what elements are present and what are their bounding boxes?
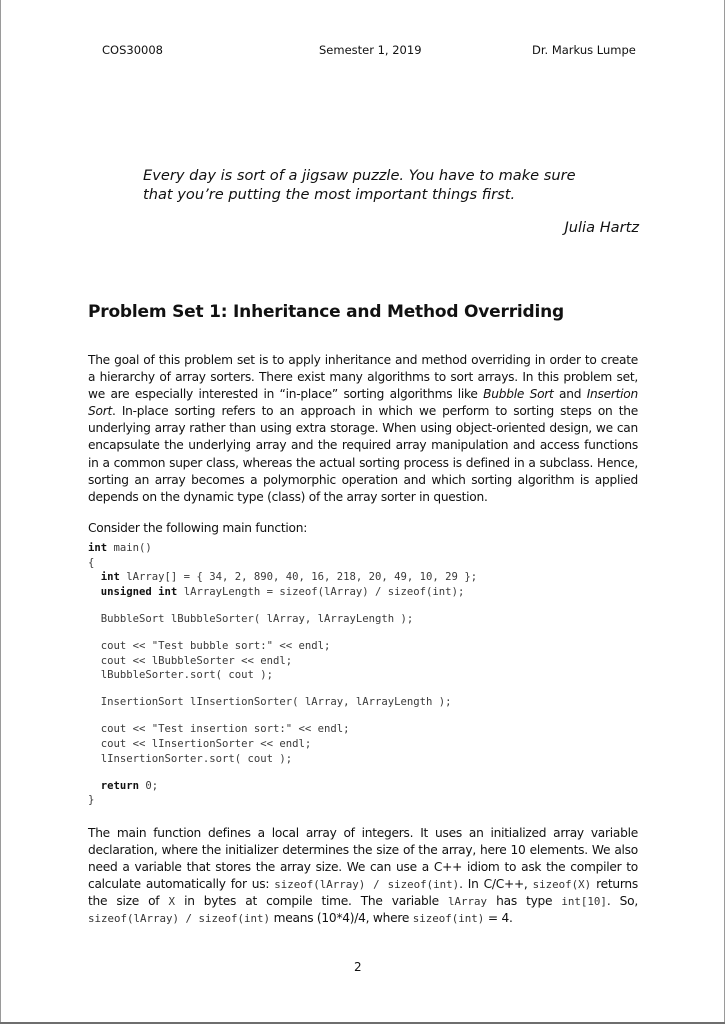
code-text: } bbox=[88, 794, 95, 807]
code-text: lInsertionSorter.sort( cout ); bbox=[100, 752, 293, 765]
code-line bbox=[88, 668, 648, 683]
intro-and: and bbox=[553, 387, 587, 402]
code-text: cout << "Test insertion sort:" << endl; bbox=[100, 723, 350, 736]
explanation-text: . So, bbox=[606, 894, 638, 909]
code-line bbox=[88, 793, 648, 808]
code-line bbox=[88, 541, 648, 556]
explanation-paragraph bbox=[88, 825, 638, 928]
inline-code: lArray bbox=[448, 895, 488, 909]
problem-set-title: Problem Set 1: Inheritance and Method Overriding bbox=[88, 302, 564, 322]
inline-code: X bbox=[168, 895, 175, 909]
intro-text-2: . In-place sorting refers to an approach in which we perform to sorting steps on the underlying array rather than using extra storage. When using object-oriented design, we can encapsulate the underlying array and the required array manipulation and access functions in a common super class, whereas the actual sorting process is defined in a subclass. Hence, sorting an array becomes a polymorphic operation and which sorting algorithm is applied depends on the dynamic type (class) of the array sorter in question. bbox=[88, 404, 638, 504]
page-border-left bbox=[0, 0, 1, 1022]
explanation-text: in bytes at compile time. The variable bbox=[174, 894, 449, 909]
code-line bbox=[88, 556, 648, 571]
code-text: cout << lInsertionSorter << endl; bbox=[100, 737, 312, 750]
inline-code: sizeof(lArray) / sizeof(int) bbox=[274, 878, 460, 892]
code-text: lBubbleSorter.sort( cout ); bbox=[100, 669, 273, 682]
inline-code: sizeof(lArray) / sizeof(int) bbox=[88, 912, 271, 926]
code-line bbox=[88, 722, 648, 737]
code-text: InsertionSort lInsertionSorter( lArray, lArrayLength ); bbox=[100, 696, 452, 709]
code-line bbox=[88, 654, 648, 669]
code-keyword: return bbox=[100, 779, 140, 792]
consider-line: Consider the following main function: bbox=[88, 521, 308, 535]
code-line bbox=[88, 737, 648, 752]
code-text: main() bbox=[107, 542, 152, 554]
header-semester: Semester 1, 2019 bbox=[319, 43, 422, 57]
explanation-text: means (10*4)/4, where bbox=[270, 911, 413, 926]
code-text: cout << lBubbleSorter << endl; bbox=[100, 654, 293, 667]
code-text: cout << "Test bubble sort:" << endl; bbox=[100, 639, 331, 652]
code-line bbox=[88, 612, 648, 627]
bubble-sort-term: Bubble Sort bbox=[483, 387, 554, 402]
code-text: lArray[] = { 34, 2, 890, 40, 16, 218, 20, 49, 10, 29 }; bbox=[119, 571, 478, 584]
code-line bbox=[88, 695, 648, 710]
explanation-text: returns the size of bbox=[88, 877, 638, 909]
page-number: 2 bbox=[354, 960, 362, 974]
explanation-text: . In C/C++, bbox=[459, 877, 533, 892]
epigraph-attribution: Julia Hartz bbox=[564, 219, 639, 236]
code-text: { bbox=[88, 556, 95, 569]
code-line bbox=[88, 752, 648, 767]
code-line bbox=[88, 570, 648, 585]
header-course-code: COS30008 bbox=[102, 43, 163, 57]
insertion-sort-term: Insertion Sort bbox=[88, 387, 638, 419]
explanation-text: The main function defines a local array of integers. It uses an initialized array variable declaration, where the initializer determines the size of the array, here 10 elements. We also need a variable that stores the array size. We can use a C++ idiom to ask the compiler to calculate automatically for us: bbox=[88, 826, 638, 892]
code-text: lArrayLength = sizeof(lArray) / sizeof(int); bbox=[177, 585, 465, 598]
inline-code: sizeof(X) bbox=[532, 878, 592, 892]
code-keyword: int bbox=[100, 571, 120, 584]
code-text: 0; bbox=[139, 779, 159, 792]
code-text: BubbleSort lBubbleSorter( lArray, lArrayLength ); bbox=[100, 612, 414, 625]
intro-text-1: The goal of this problem set is to apply inheritance and method overriding in order to create a hierarchy of array sorters. There exist many algorithms to sort arrays. In this problem set, we are especially interested in “in-place” sorting algorithms like bbox=[88, 353, 638, 402]
inline-code: sizeof(int) bbox=[412, 912, 485, 926]
code-line bbox=[88, 639, 648, 654]
code-keyword: unsigned int bbox=[100, 585, 178, 598]
code-line bbox=[88, 779, 648, 794]
code-line bbox=[88, 585, 648, 600]
intro-paragraph bbox=[88, 352, 638, 506]
header-author: Dr. Markus Lumpe bbox=[532, 43, 636, 57]
explanation-text: = 4. bbox=[484, 911, 513, 926]
epigraph-quote: Every day is sort of a jigsaw puzzle. You have to make sure that you’re putting the most important things first. bbox=[143, 167, 576, 203]
code-keyword: int bbox=[88, 542, 108, 554]
inline-code: int[10] bbox=[561, 895, 607, 909]
explanation-text: has type bbox=[487, 894, 562, 909]
main-function-code bbox=[88, 541, 648, 808]
